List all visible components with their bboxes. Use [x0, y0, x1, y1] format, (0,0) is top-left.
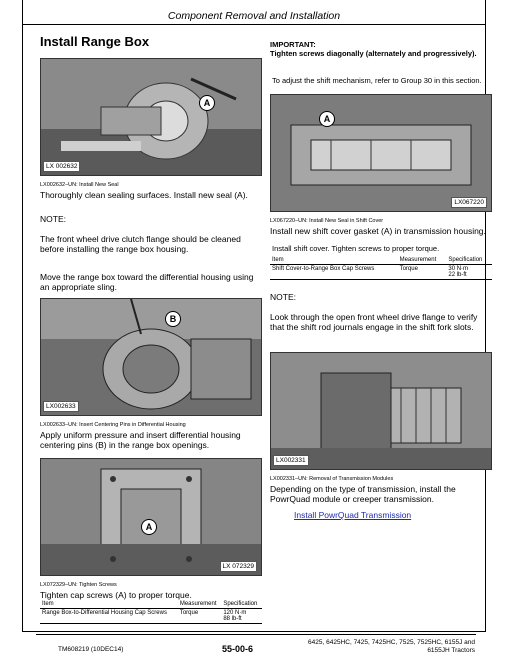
note-text: The front wheel drive clutch flange should be cleaned before installing the range box housing. — [40, 234, 241, 254]
important-text: Tighten screws diagonally (alternately and progressively). — [270, 49, 477, 58]
step-install-shift-cover: Install shift cover. Tighten screws to proper torque. — [272, 244, 440, 253]
step-tighten-cap-screws: Tighten cap screws (A) to proper torque. — [40, 590, 192, 600]
photo-caption: LX067220–UN: Install New Seal in Shift Cover — [270, 218, 384, 224]
link-install-powrquad[interactable]: Install PowrQuad Transmission — [294, 510, 412, 520]
col-measurement: Measurement — [398, 256, 447, 265]
photo-code: LX002331 — [273, 455, 309, 466]
photo-code: LX 002632 — [43, 161, 80, 172]
note-label: NOTE: — [270, 292, 296, 302]
step-clean-surfaces: Thoroughly clean sealing surfaces. Install new seal (A). — [40, 190, 248, 200]
photo-tighten-screws — [40, 458, 262, 576]
note-label: NOTE: — [40, 214, 66, 224]
step-move-range-box: Move the range box toward the differential housing using an appropriate sling. — [40, 272, 254, 292]
footer-models: 6425, 6425HC, 7425, 7425HC, 7525, 7525HC, 6155J and 6155JH Tractors — [308, 639, 475, 654]
col-measurement: Measurement — [178, 600, 221, 609]
photo-code: LX067220 — [451, 197, 487, 208]
photo-tighten-screws-art — [41, 459, 262, 576]
important-label: IMPORTANT: — [270, 40, 316, 49]
photo-centering-pins-art — [41, 299, 262, 416]
photo-caption: LX002633–UN: Insert Centering Pins in Differential Housing — [40, 422, 186, 428]
footer-doc-id: TM608219 (10DEC14) — [58, 646, 124, 653]
callout-a: A — [319, 111, 335, 127]
photo-caption: LX002331–UN: Removal of Transmission Modules — [270, 476, 394, 482]
photo-code: LX002633 — [43, 401, 79, 412]
footer-rule — [36, 634, 476, 635]
step-install-module: Depending on the type of transmission, install the PowrQuad module or creeper transmission. — [270, 484, 456, 504]
table-row: Range Box-to-Differential Housing Cap Screws Torque 120 N·m 88 lb-ft — [40, 609, 262, 624]
section-title: Install Range Box — [40, 34, 150, 49]
note-text: Look through the open front wheel drive flange to verify that the shift rod journals engage in the shift fork slots. — [270, 312, 478, 332]
torque-spec-table-shift-cover — [270, 256, 492, 280]
col-specification: Specification — [446, 256, 492, 265]
header-rule — [22, 24, 486, 25]
photo-install-seal-art — [41, 59, 262, 176]
torque-spec-table-range-box — [40, 600, 262, 624]
photo-shift-cover — [270, 94, 492, 212]
step-insert-pins: Apply uniform pressure and insert differential housing centering pins (B) in the range box openings. — [40, 430, 241, 450]
col-item: Item — [270, 256, 398, 265]
table-row: Shift Cover-to-Range Box Cap Screws Torque 30 N·m 22 lb-ft — [270, 265, 492, 280]
page-header-title: Component Removal and Installation — [167, 10, 341, 22]
photo-centering-pins — [40, 298, 262, 416]
step-install-gasket: Install new shift cover gasket (A) in transmission housing. — [270, 226, 486, 236]
callout-a: A — [141, 519, 157, 535]
callout-b: B — [165, 311, 181, 327]
photo-transmission-modules-art — [271, 353, 492, 470]
callout-a: A — [199, 95, 215, 111]
photo-install-seal — [40, 58, 262, 176]
photo-caption: LX002632–UN: Install New Seal — [40, 182, 119, 188]
photo-transmission-modules — [270, 352, 492, 470]
photo-shift-cover-art — [271, 95, 492, 212]
photo-caption: LX072329–UN: Tighten Screws — [40, 582, 117, 588]
col-specification: Specification — [221, 600, 262, 609]
photo-code: LX 072329 — [220, 561, 257, 572]
col-item: Item — [40, 600, 178, 609]
footer-page-number: 55-00-6 — [222, 644, 254, 654]
adjust-reference-text: To adjust the shift mechanism, refer to Group 30 in this section. — [272, 76, 482, 85]
